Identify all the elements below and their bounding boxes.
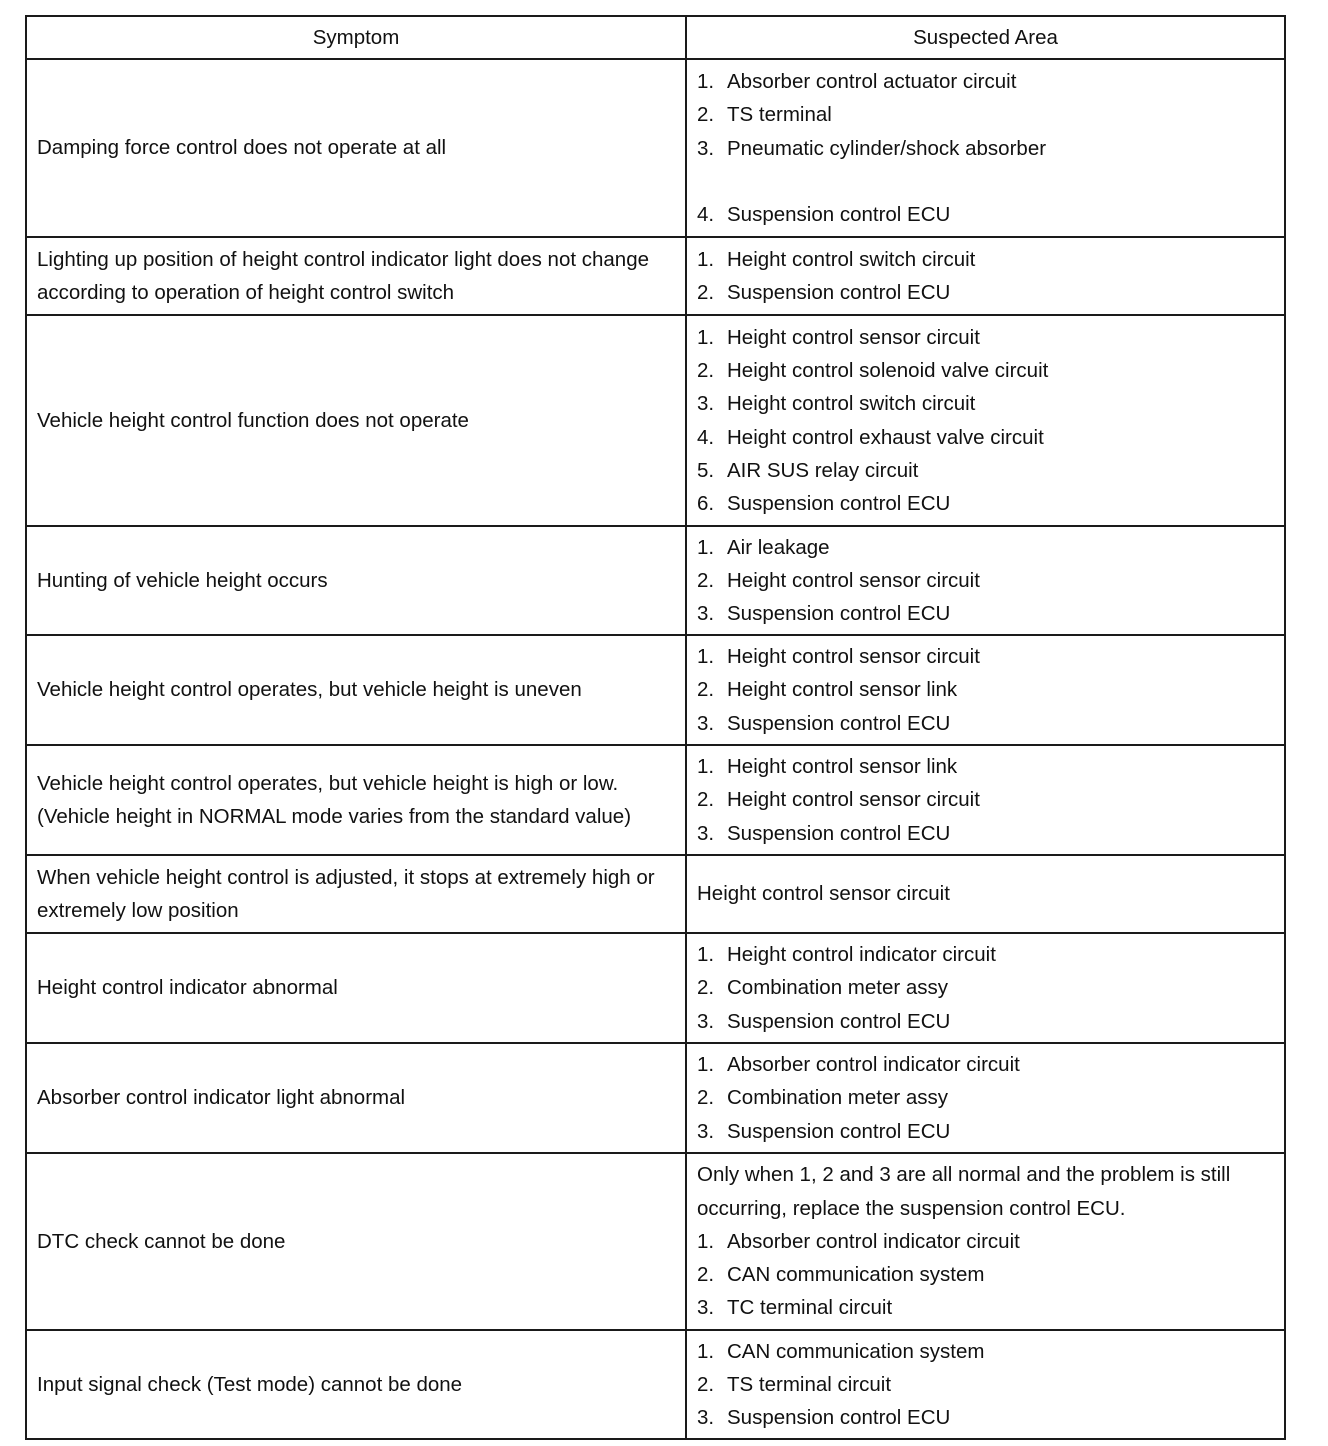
item-text: Height control sensor circuit — [727, 645, 980, 669]
item-text: Height control sensor circuit — [727, 788, 980, 812]
suspected-area-item — [697, 1115, 1274, 1148]
suspected-area-item — [697, 1368, 1274, 1401]
table-row — [26, 635, 1285, 745]
table-row — [26, 59, 1285, 237]
item-number: 1. — [697, 247, 715, 271]
item-number: 5. — [697, 458, 715, 482]
item-text: TS terminal — [727, 103, 832, 127]
item-number: 2. — [697, 1263, 715, 1287]
item-number: 3. — [697, 1119, 715, 1143]
item-text: Absorber control actuator circuit — [727, 70, 1017, 94]
suspected-area-item — [697, 165, 1274, 198]
suspected-area-item — [697, 1225, 1274, 1258]
suspected-area-item — [697, 783, 1274, 816]
suspected-area-item — [697, 1048, 1274, 1081]
suspected-area-cell — [686, 1153, 1285, 1330]
suspected-area-item — [697, 640, 1274, 673]
suspected-area-item — [697, 877, 1274, 910]
item-number: 1. — [697, 325, 715, 349]
suspected-area-item — [697, 938, 1274, 971]
symptom-cell: Absorber control indicator light abnormal — [26, 1043, 686, 1153]
item-text: TC terminal circuit — [727, 1296, 893, 1320]
item-number: 2. — [697, 359, 715, 383]
item-number: 6. — [697, 491, 715, 515]
item-text: Height control switch circuit — [727, 247, 976, 271]
item-number: 2. — [697, 103, 715, 127]
item-text: CAN communication system — [727, 1339, 985, 1363]
symptom-cell: When vehicle height control is adjusted, it stops at extremely high or extremely low position — [26, 855, 686, 933]
item-number: 2. — [697, 1372, 715, 1396]
item-text: Suspension control ECU — [727, 1406, 951, 1430]
symptom-cell: Height control indicator abnormal — [26, 933, 686, 1043]
item-text: Suspension control ECU — [727, 281, 951, 304]
suspected-area-item — [697, 1401, 1274, 1434]
item-text: Combination meter assy — [727, 1086, 949, 1110]
item-text: Suspension control ECU — [727, 1119, 951, 1143]
item-text: Combination meter assy — [727, 976, 949, 1000]
item-text: AIR SUS relay circuit — [727, 458, 919, 482]
item-text: Suspension control ECU — [727, 491, 951, 515]
item-number: 1. — [697, 1053, 715, 1077]
item-number: 1. — [697, 1229, 715, 1253]
suspected-area-item — [697, 707, 1274, 740]
item-number: 3. — [697, 136, 715, 160]
table-row — [26, 526, 1285, 635]
item-number: 1. — [697, 943, 715, 967]
item-number: 1. — [697, 755, 715, 779]
suspected-area-item — [697, 454, 1274, 487]
suspected-area-item — [697, 132, 1274, 165]
item-number: 3. — [697, 1009, 715, 1033]
suspected-area-cell — [686, 1330, 1285, 1439]
suspected-area-item — [697, 673, 1274, 706]
item-text: Absorber control indicator circuit — [727, 1053, 1020, 1077]
item-number: 1. — [697, 645, 715, 669]
suspected-area-item — [697, 750, 1274, 783]
table-row — [26, 745, 1285, 855]
item-number: 3. — [697, 1406, 715, 1430]
header-symptom: Symptom — [26, 16, 686, 59]
item-number: 2. — [697, 1086, 715, 1110]
suspected-area-cell — [686, 855, 1285, 933]
suspected-area-item — [697, 65, 1274, 98]
symptom-cell: Damping force control does not operate at all — [26, 59, 686, 237]
item-number: 2. — [697, 568, 715, 592]
item-text: Suspension control ECU — [727, 821, 951, 845]
item-text: Height control indicator circuit — [727, 943, 996, 967]
suspected-area-item — [697, 276, 1274, 309]
item-number: 3. — [697, 392, 715, 416]
table-row — [26, 315, 1285, 526]
suspected-area-item — [697, 1258, 1274, 1291]
suspected-area-item — [697, 971, 1274, 1004]
symptom-cell: Hunting of vehicle height occurs — [26, 526, 686, 635]
table-row — [26, 1043, 1285, 1153]
suspected-area-item — [697, 421, 1274, 454]
item-text: Air leakage — [727, 535, 830, 559]
item-text: Height control solenoid valve circuit — [727, 359, 1049, 383]
suspected-area-item — [697, 198, 1274, 231]
symptom-cell: Vehicle height control operates, but vehicle height is high or low. (Vehicle height in NORMAL mode varies from the standard value) — [26, 745, 686, 855]
table-header-row — [26, 16, 1285, 59]
item-number: 1. — [697, 1339, 715, 1363]
item-number: 3. — [697, 602, 715, 626]
symptom-table — [25, 15, 1286, 1440]
item-number: 2. — [697, 678, 715, 702]
suspected-area-cell — [686, 635, 1285, 745]
suspected-area-cell — [686, 1043, 1285, 1153]
suspected-area-item — [697, 817, 1274, 850]
item-number: 3. — [697, 1296, 715, 1320]
suspected-area-item — [697, 1291, 1274, 1324]
symptom-cell: Lighting up position of height control indicator light does not change according to operation of height control switch — [26, 237, 686, 315]
item-text: Absorber control indicator circuit — [727, 1229, 1020, 1253]
table-row — [26, 855, 1285, 933]
item-text: CAN communication system — [727, 1263, 985, 1287]
symptom-cell: DTC check cannot be done — [26, 1153, 686, 1330]
header-suspected-area: Suspected Area — [686, 16, 1285, 59]
item-text: Suspension control ECU — [727, 602, 951, 626]
symptom-cell: Input signal check (Test mode) cannot be done — [26, 1330, 686, 1439]
item-number: 4. — [697, 202, 715, 226]
suspected-area-item — [697, 1005, 1274, 1038]
item-number: 2. — [697, 788, 715, 812]
suspected-area-item — [697, 597, 1274, 630]
item-text: TS terminal circuit — [727, 1372, 892, 1396]
suspected-area-cell — [686, 933, 1285, 1043]
table-row — [26, 237, 1285, 315]
item-number: 2. — [697, 281, 715, 304]
table-row — [26, 1153, 1285, 1330]
suspected-area-cell — [686, 59, 1285, 237]
suspected-area-item — [697, 564, 1274, 597]
table-row — [26, 1330, 1285, 1439]
suspected-area-item — [697, 1335, 1274, 1368]
suspected-area-item — [697, 354, 1274, 387]
item-text: Height control sensor circuit — [727, 325, 980, 349]
suspected-area-item — [697, 387, 1274, 420]
item-number: 3. — [697, 821, 715, 845]
item-number: 2. — [697, 976, 715, 1000]
suspected-area-cell — [686, 315, 1285, 526]
suspected-area-cell — [686, 745, 1285, 855]
item-text: Pneumatic cylinder/shock absorber — [727, 136, 1047, 160]
suspected-area-cell — [686, 526, 1285, 635]
note-text: Only when 1, 2 and 3 are all normal and the problem is still occurring, replace the suspension control ECU. — [697, 1163, 1231, 1220]
item-text: Height control sensor circuit — [727, 568, 980, 592]
suspected-area-item — [697, 243, 1274, 276]
symptom-cell: Vehicle height control function does not operate — [26, 315, 686, 526]
suspected-area-item — [697, 531, 1274, 564]
item-text: Suspension control ECU — [727, 202, 951, 226]
item-text: Height control exhaust valve circuit — [727, 425, 1044, 449]
suspected-area-item — [697, 1081, 1274, 1114]
item-number: 3. — [697, 711, 715, 735]
suspected-area-cell — [686, 237, 1285, 315]
table-row — [26, 933, 1285, 1043]
item-text: Suspension control ECU — [727, 711, 951, 735]
symptom-cell: Vehicle height control operates, but vehicle height is uneven — [26, 635, 686, 745]
item-number: 1. — [697, 70, 715, 94]
item-text: Height control sensor link — [727, 678, 958, 702]
suspected-area-item — [697, 321, 1274, 354]
item-text: Height control sensor circuit — [697, 882, 950, 906]
item-text: Height control sensor link — [727, 755, 958, 779]
item-number: 4. — [697, 425, 715, 449]
item-number: 1. — [697, 535, 715, 559]
suspected-area-item — [697, 98, 1274, 131]
item-text: Suspension control ECU — [727, 1009, 951, 1033]
item-text: Height control switch circuit — [727, 392, 976, 416]
suspected-area-item — [697, 487, 1274, 520]
